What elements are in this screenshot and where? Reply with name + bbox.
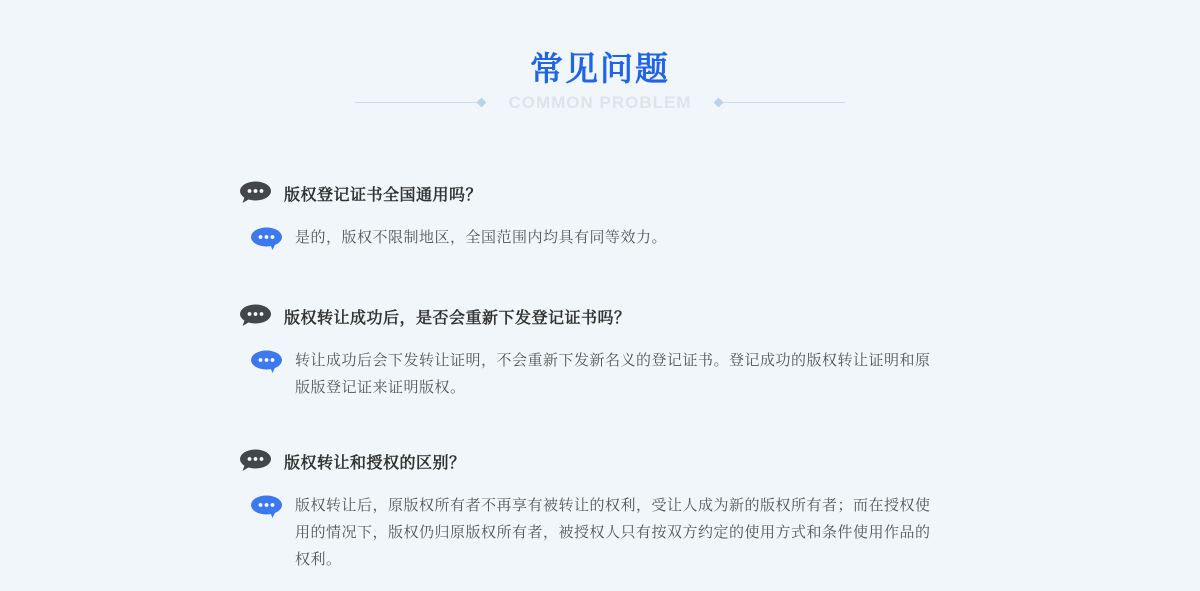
divider-line-right (719, 102, 845, 103)
section-subtitle: COMMON PROBLEM (508, 93, 692, 112)
question-text: 版权转让和授权的区别？ (284, 455, 466, 472)
faq-item (239, 304, 939, 401)
answer-bubble-icon (250, 227, 283, 256)
question-bubble-icon (239, 449, 272, 478)
answer-bubble-icon (250, 495, 283, 524)
question-text: 版权转让成功后，是否会重新下发登记证书吗？ (284, 310, 631, 327)
question-bubble-icon (239, 181, 272, 210)
answer-bubble-icon (250, 350, 283, 379)
section-header (0, 0, 1200, 111)
section-subtitle-row (0, 94, 1200, 111)
answer-row (250, 224, 939, 256)
section-title: 常见问题 (530, 50, 670, 87)
question-text: 版权登记证书全国通用吗？ (284, 187, 483, 204)
faq-list (239, 181, 939, 573)
question-bubble-icon (239, 304, 272, 333)
question-row (239, 181, 939, 210)
divider-line-left (355, 102, 481, 103)
question-row (239, 304, 939, 333)
faq-item (239, 449, 939, 573)
answer-row (250, 492, 939, 573)
diamond-icon (713, 97, 723, 107)
answer-text: 是的，版权不限制地区，全国范围内均具有同等效力。 (295, 229, 668, 246)
answer-text: 转让成功后会下发转让证明，不会重新下发新名义的登记证书。登记成功的版权转让证明和原版版登记证来证明版权。 (295, 352, 931, 396)
diamond-icon (477, 97, 487, 107)
answer-row (250, 347, 939, 401)
question-row (239, 449, 939, 478)
faq-item (239, 181, 939, 256)
answer-text: 版权转让后，原版权所有者不再享有被转让的权利，受让人成为新的版权所有者；而在授权使用的情况下，版权仍归原版权所有者，被授权人只有按双方约定的使用方式和条件使用作品的权利。 (295, 497, 931, 568)
